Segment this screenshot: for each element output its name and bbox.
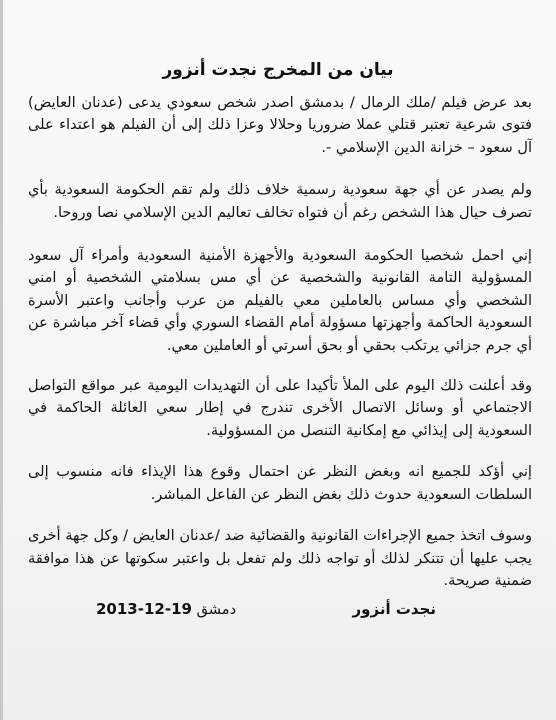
signature-block: [0, 600, 556, 624]
paragraph-6: وسوف اتخذ جميع الإجراءات القانونية والقضائية ضد /عدنان العايض / وكل جهة أخرى يجب عليها أن تتنكر لذلك أو تواجه ذلك ولم تفعل بل واعتبر سكوتها عن هذا موافقة ضمنية صريحة.: [28, 527, 532, 589]
place-date: [96, 600, 236, 618]
document-body: [28, 92, 532, 592]
document-title: بيان من المخرج نجدت أنزور: [162, 60, 394, 80]
paragraph-2: ولم يصدر عن أي جهة سعودية رسمية خلاف ذلك ولم تقم الحكومة السعودية بأي تصرف حيال هذا الشخص رغم أن فتواه تخالف تعاليم الدين الإسلامي نصا وروحا.: [28, 181, 532, 221]
paragraph-3: إني احمل شخصيا الحكومة السعودية والأجهزة الأمنية السعودية وأمراء آل سعود المسؤولية التامة القانونية والشخصية عن أي مس بسلامتي الشخصية أو امني الشخصي وأي مساس بالعاملين معي بالفيلم من عرب وأجانب واعتبر الأسرة السعودية الحاكمة وأجهزتها مسؤولة أمام القضاء السوري وأي قضاء آخر مباشرة عن أي جرم جزائي يرتكب بحقي أو بحق أسرتي أو العاملين معي.: [28, 247, 532, 354]
date: 2013-12-19: [96, 600, 192, 618]
place: دمشق: [196, 601, 237, 618]
paragraph-5: إني أؤكد للجميع انه وبغض النظر عن احتمال وقوع هذا الإيذاء فانه منسوب إلى السلطات السعودية حدوث ذلك بغض النظر عن الفاعل المباشر.: [28, 463, 532, 503]
paragraph-4: وقد أعلنت ذلك اليوم على الملأ تأكيدا على أن التهديدات اليومية عبر مواقع التواصل الاجتماعي أو وسائل الاتصال الأخرى تندرج في إطار سعي العائلة الحاكمة في السعودية إلى إيذائي مع إمكانية التنصل من المسؤولية.: [28, 377, 532, 439]
paragraph-1: بعد عرض فيلم /ملك الرمال / بدمشق اصدر شخص سعودي يدعى (عدنان العايض) فتوى شرعية تعتبر قتلي عملا ضروريا وحلالا وعزا ذلك إلى أن الفيلم هو اعتداء على آل سعود – خزانة الدين الإسلامي -.: [28, 94, 532, 156]
signer-name: نجدت أنزور: [352, 600, 436, 618]
